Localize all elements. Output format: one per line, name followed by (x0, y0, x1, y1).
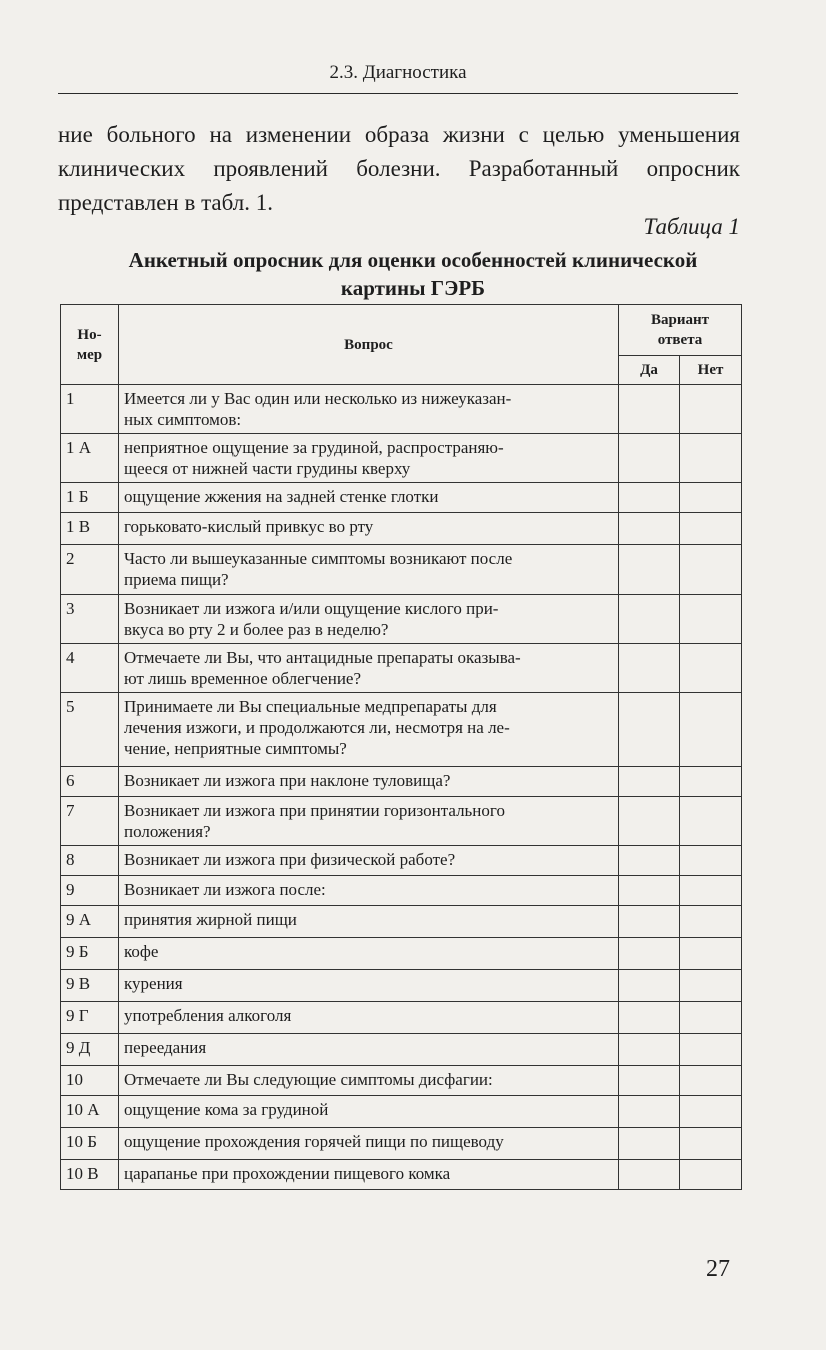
row-number: 10 (61, 1066, 119, 1096)
answer-yes-cell[interactable] (619, 767, 680, 797)
answer-yes-cell[interactable] (619, 797, 680, 846)
row-question: ощущение кома за грудиной (119, 1096, 619, 1128)
table-row (61, 797, 742, 846)
table-row (61, 1066, 742, 1096)
row-number: 2 (61, 545, 119, 595)
answer-yes-cell[interactable] (619, 483, 680, 513)
questionnaire-table (60, 304, 742, 1190)
row-question: переедания (119, 1034, 619, 1066)
answer-yes-cell[interactable] (619, 595, 680, 644)
row-question: Имеется ли у Вас один или несколько из нижеуказан- ных симптомов: (119, 385, 619, 434)
answer-yes-cell[interactable] (619, 906, 680, 938)
answer-no-cell[interactable] (680, 545, 742, 595)
intro-line: ние больного на изменении образа жизни с целью уменьшения (58, 122, 740, 147)
row-question: Часто ли вышеуказанные симптомы возникают после приема пищи? (119, 545, 619, 595)
header-number: Но- мер (61, 305, 119, 385)
answer-no-cell[interactable] (680, 1034, 742, 1066)
row-question: Возникает ли изжога при физической работе? (119, 846, 619, 876)
table-row (61, 1096, 742, 1128)
row-number: 1 Б (61, 483, 119, 513)
row-number: 9 (61, 876, 119, 906)
answer-no-cell[interactable] (680, 1002, 742, 1034)
page-number: 27 (706, 1256, 730, 1282)
row-number: 1 (61, 385, 119, 434)
answer-yes-cell[interactable] (619, 513, 680, 545)
row-question: употребления алкоголя (119, 1002, 619, 1034)
header-yes: Да (619, 356, 680, 385)
table-row (61, 483, 742, 513)
row-question: курения (119, 970, 619, 1002)
answer-yes-cell[interactable] (619, 1034, 680, 1066)
row-number: 9 А (61, 906, 119, 938)
table-title-line: картины ГЭРБ (340, 276, 486, 300)
table-row (61, 1160, 742, 1190)
row-question: Возникает ли изжога при принятии горизонтального положения? (119, 797, 619, 846)
row-question: принятия жирной пищи (119, 906, 619, 938)
answer-no-cell[interactable] (680, 483, 742, 513)
answer-no-cell[interactable] (680, 693, 742, 767)
row-number: 7 (61, 797, 119, 846)
answer-yes-cell[interactable] (619, 545, 680, 595)
answer-no-cell[interactable] (680, 767, 742, 797)
intro-line: клинических проявлений болезни. Разработанный опросник (58, 156, 740, 181)
answer-no-cell[interactable] (680, 970, 742, 1002)
row-number: 10 Б (61, 1128, 119, 1160)
header-rule (58, 93, 738, 94)
header-no: Нет (680, 356, 742, 385)
answer-yes-cell[interactable] (619, 1002, 680, 1034)
answer-no-cell[interactable] (680, 595, 742, 644)
row-question: ощущение прохождения горячей пищи по пищеводу (119, 1128, 619, 1160)
answer-yes-cell[interactable] (619, 644, 680, 693)
answer-no-cell[interactable] (680, 938, 742, 970)
row-number: 3 (61, 595, 119, 644)
answer-yes-cell[interactable] (619, 938, 680, 970)
row-question: Возникает ли изжога и/или ощущение кислого при- вкуса во рту 2 и более раз в неделю? (119, 595, 619, 644)
header-question: Вопрос (119, 305, 619, 385)
row-number: 9 Б (61, 938, 119, 970)
answer-yes-cell[interactable] (619, 1160, 680, 1190)
row-question: Отмечаете ли Вы, что антацидные препараты оказыва- ют лишь временное облегчение? (119, 644, 619, 693)
row-number: 5 (61, 693, 119, 767)
row-number: 9 Д (61, 1034, 119, 1066)
intro-line: представлен в табл. 1. (58, 190, 273, 215)
table-title-line: Анкетный опросник для оценки особенностей клинической (128, 248, 698, 272)
answer-no-cell[interactable] (680, 1096, 742, 1128)
row-number: 1 А (61, 434, 119, 483)
table-row (61, 595, 742, 644)
table-title (58, 246, 768, 302)
answer-yes-cell[interactable] (619, 385, 680, 434)
table-row (61, 1034, 742, 1066)
table-row (61, 385, 742, 434)
answer-no-cell[interactable] (680, 385, 742, 434)
answer-no-cell[interactable] (680, 1128, 742, 1160)
table-row (61, 938, 742, 970)
table-row (61, 970, 742, 1002)
row-question: неприятное ощущение за грудиной, распространяю- щееся от нижней части грудины кверху (119, 434, 619, 483)
answer-yes-cell[interactable] (619, 876, 680, 906)
answer-yes-cell[interactable] (619, 434, 680, 483)
answer-no-cell[interactable] (680, 434, 742, 483)
table-row (61, 545, 742, 595)
row-number: 10 В (61, 1160, 119, 1190)
table-row (61, 693, 742, 767)
row-question: Возникает ли изжога после: (119, 876, 619, 906)
table-row (61, 1128, 742, 1160)
running-head: 2.3. Диагностика (329, 62, 467, 83)
intro-paragraph (58, 118, 740, 220)
table-row (61, 1002, 742, 1034)
row-question: Отмечаете ли Вы следующие симптомы дисфагии: (119, 1066, 619, 1096)
answer-yes-cell[interactable] (619, 970, 680, 1002)
answer-yes-cell[interactable] (619, 1128, 680, 1160)
answer-yes-cell[interactable] (619, 693, 680, 767)
answer-no-cell[interactable] (680, 513, 742, 545)
table-row (61, 906, 742, 938)
row-number: 6 (61, 767, 119, 797)
row-number: 8 (61, 846, 119, 876)
answer-no-cell[interactable] (680, 1066, 742, 1096)
row-number: 9 Г (61, 1002, 119, 1034)
answer-no-cell[interactable] (680, 906, 742, 938)
row-number: 9 В (61, 970, 119, 1002)
answer-no-cell[interactable] (680, 797, 742, 846)
row-question: царапанье при прохождении пищевого комка (119, 1160, 619, 1190)
answer-yes-cell[interactable] (619, 1096, 680, 1128)
answer-no-cell[interactable] (680, 846, 742, 876)
row-number: 4 (61, 644, 119, 693)
table-label: Таблица 1 (643, 214, 740, 239)
answer-yes-cell[interactable] (619, 1066, 680, 1096)
answer-yes-cell[interactable] (619, 846, 680, 876)
row-question: горьковато-кислый привкус во рту (119, 513, 619, 545)
answer-no-cell[interactable] (680, 876, 742, 906)
table-row (61, 434, 742, 483)
answer-no-cell[interactable] (680, 644, 742, 693)
row-question: ощущение жжения на задней стенке глотки (119, 483, 619, 513)
header-answer-group: Вариант ответа (619, 305, 742, 356)
table-row (61, 644, 742, 693)
row-number: 10 А (61, 1096, 119, 1128)
table-row (61, 513, 742, 545)
row-question: кофе (119, 938, 619, 970)
row-question: Возникает ли изжога при наклоне туловища? (119, 767, 619, 797)
table-row (61, 846, 742, 876)
table-row (61, 767, 742, 797)
row-number: 1 В (61, 513, 119, 545)
answer-no-cell[interactable] (680, 1160, 742, 1190)
table-row (61, 876, 742, 906)
row-question: Принимаете ли Вы специальные медпрепараты для лечения изжоги, и продолжаются ли, несмотря на ле- чение, неприятные симптомы? (119, 693, 619, 767)
